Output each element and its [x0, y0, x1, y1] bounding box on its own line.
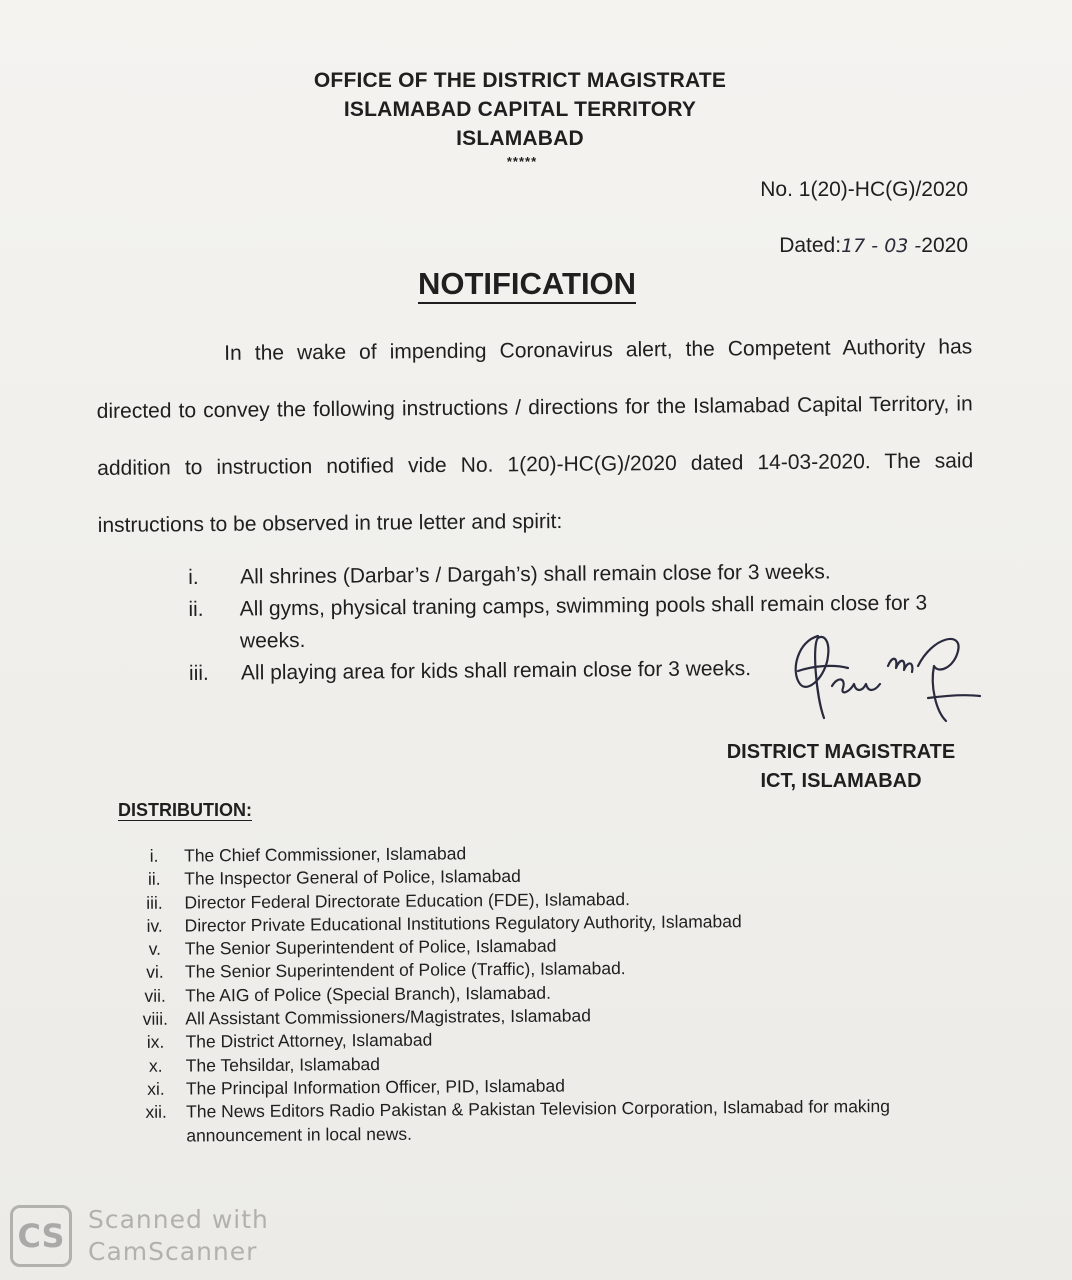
camscanner-logo-icon: CS [10, 1205, 72, 1267]
instruction-number: i. [188, 565, 199, 589]
instruction-text: All gyms, physical traning camps, swimming pools shall remain close for 3 weeks. [239, 591, 928, 653]
dated-label: Dated: [779, 234, 842, 257]
dated-month-handwritten: 03 [884, 235, 909, 257]
camscanner-watermark [10, 1204, 269, 1268]
instruction-text: All shrines (Darbar’s / Dargah’s) shall remain close for 3 weeks. [240, 560, 831, 589]
letterhead-city: ISLAMABAD [456, 127, 584, 150]
distribution-text: All Assistant Commissioners/Magistrates, Islamabad [185, 1005, 591, 1029]
instruction-number: iii. [188, 661, 209, 685]
distribution-text: The Senior Superintendent of Police, Islamabad [184, 935, 557, 959]
distribution-text: The Tehsildar, Islamabad [185, 1053, 381, 1076]
distribution-text: The Chief Commissioner, Islamabad [184, 843, 467, 866]
distribution-number: vi. [146, 962, 164, 983]
distribution-number: ii. [147, 869, 161, 890]
handwritten-signature [788, 626, 988, 726]
distribution-text: The AIG of Police (Special Branch), Islamabad. [185, 982, 551, 1006]
distribution-number: vii. [144, 985, 166, 1006]
distribution-heading [118, 800, 252, 821]
signatory-block [700, 738, 982, 796]
body-paragraph [96, 318, 974, 554]
distribution-text: Director Federal Directorate Education (FDE), Islamabad. [184, 888, 630, 913]
notification-title [0, 266, 1054, 302]
letterhead-territory: ISLAMABAD CAPITAL TERRITORY [343, 98, 697, 121]
letterhead-office: OFFICE OF THE DISTRICT MAGISTRATE [313, 69, 727, 92]
notification-title-text: NOTIFICATION [418, 266, 636, 304]
distribution-number: viii. [142, 1008, 169, 1029]
distribution-text: Director Private Educational Institutions Regulatory Authority, Islamabad [184, 911, 742, 936]
distribution-text: The Inspector General of Police, Islamabad [184, 866, 521, 889]
distribution-text: The News Editors Radio Pakistan & Pakistan Television Corporation, Islamabad for making announcement in local news. [186, 1096, 891, 1146]
instruction-text: All playing area for kids shall remain close for 3 weeks. [240, 657, 752, 685]
camscanner-text [88, 1204, 269, 1268]
camscanner-line2: CamScanner [88, 1237, 258, 1266]
distribution-number: x. [148, 1055, 163, 1076]
distribution-item [126, 1095, 986, 1148]
signatory-location: ICT, ISLAMABAD [760, 770, 922, 792]
distribution-text: The Principal Information Officer, PID, Islamabad [185, 1075, 565, 1099]
distribution-number: ix. [146, 1032, 165, 1053]
distribution-number: i. [149, 845, 159, 866]
distribution-text: The Senior Superintendent of Police (Traffic), Islamabad. [184, 958, 626, 983]
distribution-number: iv. [146, 915, 163, 936]
signatory-title: DISTRICT MAGISTRATE [726, 741, 956, 763]
distribution-number: xii. [145, 1101, 167, 1123]
dated-day-handwritten: 17 [841, 235, 866, 257]
instruction-number: ii. [188, 597, 204, 621]
dated-line: Dated:17 - 03 -2020 [779, 234, 968, 257]
dated-year: 2020 [921, 234, 968, 257]
distribution-number: iii. [146, 892, 163, 913]
distribution-list [124, 838, 986, 1148]
camscanner-line1: Scanned with [88, 1205, 269, 1234]
letterhead [0, 66, 1040, 153]
distribution-number: v. [148, 938, 162, 959]
distribution-heading-text: DISTRIBUTION: [118, 800, 252, 820]
reference-number: No. 1(20)-HC(G)/2020 [760, 178, 968, 201]
distribution-text: The District Attorney, Islamabad [185, 1029, 433, 1052]
distribution-number: xi. [147, 1078, 165, 1099]
header-stars: ***** [506, 154, 538, 169]
body-paragraph-text: In the wake of impending Coronavirus alert, the Competent Authority has directed to convey the following instructions / directions for the Islamabad Capital Territory, in addition to instruction notified vide No. 1(20)-HC(G)/2020 dated 14-03-2020. The said instructions to be observed in true letter and spirit: [96, 335, 974, 537]
